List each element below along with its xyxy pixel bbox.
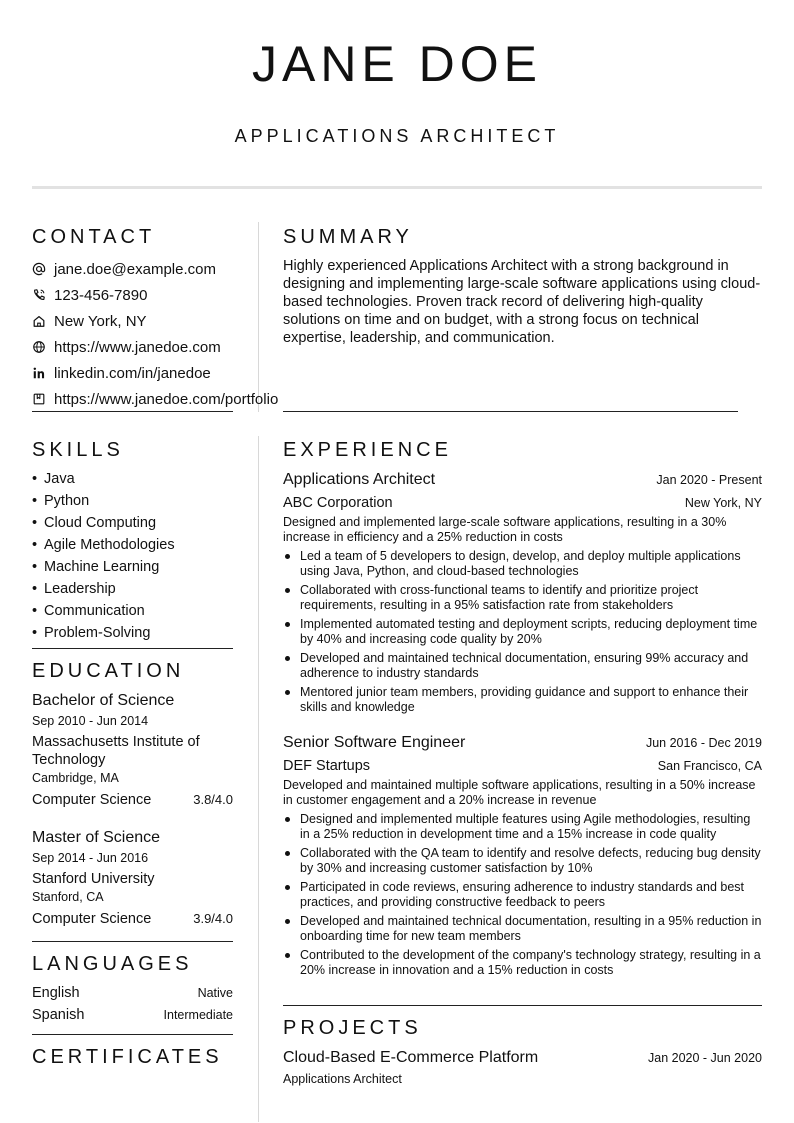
field-row [32,790,233,810]
field-row [32,909,233,929]
list-item [283,948,762,978]
bullet-text: Collaborated with the QA team to identify and resolve defects, reducing bug density by 30% and increasing customer satisfaction by 10% [300,846,761,875]
bullet-icon: • [32,625,38,641]
bullet-text: Implemented automated testing and deployment scripts, reducing deployment time by 40% and increasing code quality by 20% [300,617,758,646]
contact-linkedin[interactable] [32,360,278,386]
job-description: Designed and implemented large-scale software applications, resulting in a 30% increase in efficiency and a 25% reduction in costs [283,515,727,544]
education-dates: Sep 2010 - Jun 2014 [32,714,149,728]
project-header [283,1047,762,1069]
language-name: Spanish [32,1007,85,1023]
project-name: Cloud-Based E-Commerce Platform [283,1049,539,1066]
school-name: Stanford University [32,871,155,887]
contact-portfolio-text: https://www.janedoe.com/portfolio [54,390,279,408]
contact-email[interactable] [32,256,278,282]
bullet-icon: • [32,581,38,597]
project-dates: Jan 2020 - Jun 2020 [648,1051,762,1065]
list-item [32,556,175,578]
bullet-icon [285,554,290,559]
education-dates: Sep 2014 - Jun 2016 [32,851,149,865]
contact-rule [32,411,233,412]
bullet-icon: • [32,471,38,487]
degree: Bachelor of Science [32,692,175,709]
job-company-row [283,493,762,513]
portfolio-icon [32,392,46,406]
summary-text: Highly experienced Applications Architect with a strong background in designing and implementing large-scale software applications using cloud-based technologies. Proven track record of delivering high-quality solutions on time and on budget, with a strong focus on technical expertise, leadership, and communication. [283,258,761,346]
contact-phone[interactable] [32,282,278,308]
bullet-icon [285,851,290,856]
degree: Master of Science [32,829,161,846]
job-entry [283,732,762,982]
summary-rule [283,411,738,412]
home-icon [32,314,46,328]
bullet-text: Developed and maintained technical documentation, ensuring 99% accuracy and adherence to industry standards [300,651,749,680]
list-item [32,468,175,490]
education-entry [32,827,233,929]
summary-heading: SUMMARY [283,226,413,248]
bullet-icon [285,919,290,924]
bullet-icon: • [32,603,38,619]
globe-icon [32,340,46,354]
list-item [32,982,233,1004]
list-item [283,651,762,681]
job-title: Applications Architect [283,471,436,488]
skill-label: Leadership [44,581,116,597]
company-location: San Francisco, CA [657,759,762,773]
language-name: English [32,985,80,1001]
languages-heading: LANGUAGES [32,953,193,975]
list-item [283,549,762,579]
job-bullets [283,812,762,978]
skills-heading: SKILLS [32,439,124,461]
resume-name: JANE DOE [251,36,543,92]
contact-email-text: jane.doe@example.com [54,260,216,278]
job-bullets [283,549,762,715]
language-level: Native [197,986,233,1000]
languages-rule [32,1034,233,1035]
company-name: DEF Startups [283,758,371,774]
bullet-text: Participated in code reviews, ensuring adherence to industry standards and best practices, and providing constructive feedback to peers [300,880,745,909]
list-item [32,622,175,644]
contact-list [32,256,278,412]
list-item [283,914,762,944]
skill-label: Cloud Computing [44,515,157,531]
list-item [283,583,762,613]
job-entry [283,469,762,719]
bullet-icon [285,622,290,627]
company-location: New York, NY [684,496,762,510]
phone-icon [32,288,46,302]
education-heading: EDUCATION [32,660,185,682]
bullet-icon [285,953,290,958]
language-level: Intermediate [163,1008,233,1022]
list-item [32,490,175,512]
company-name: ABC Corporation [283,495,393,511]
list-item [32,512,175,534]
skill-label: Communication [44,603,145,619]
job-header [283,732,762,754]
bullet-icon [285,817,290,822]
bullet-icon: • [32,493,38,509]
bullet-text: Designed and implemented multiple features using Agile methodologies, resulting in a 25% reduction in development time and a 15% increase in code quality [300,812,751,841]
education-rule [32,941,233,942]
school-name: Massachusetts Institute of Technology [32,734,200,768]
bullet-text: Led a team of 5 developers to design, develop, and deploy multiple applications using Java, Python, and cloud-based technologies [300,549,741,578]
bullet-text: Collaborated with cross-functional teams to identify and prioritize project requirements, resulting in a 95% satisfaction rate from stakeholders [300,583,699,612]
contact-heading: CONTACT [32,226,156,248]
contact-phone-text: 123-456-7890 [54,286,148,304]
job-title: Senior Software Engineer [283,734,466,751]
bullet-icon [285,885,290,890]
job-header [283,469,762,491]
job-title-header: APPLICATIONS ARCHITECT [234,126,560,146]
bullet-text: Contributed to the development of the company's technology strategy, resulting in a 20% increase in innovation and a 15% reduction in costs [300,948,761,977]
list-item [32,1004,233,1026]
column-divider-bottom [258,436,259,1122]
certificates-heading: CERTIFICATES [32,1046,223,1068]
skill-label: Java [44,471,75,487]
project-role: Applications Architect [283,1072,402,1086]
field-of-study: Computer Science [32,792,152,808]
bullet-icon [285,588,290,593]
list-item [32,534,175,556]
list-item [283,880,762,910]
contact-location-text: New York, NY [54,312,147,330]
project-entry [283,1047,762,1088]
experience-rule [283,1005,762,1006]
job-dates: Jun 2016 - Dec 2019 [645,736,762,750]
contact-portfolio[interactable] [32,386,278,412]
list-item [283,685,762,715]
field-of-study: Computer Science [32,911,152,927]
contact-website-text: https://www.janedoe.com [54,338,221,356]
education-entry [32,690,233,810]
bullet-icon [285,690,290,695]
projects-heading: PROJECTS [283,1017,422,1039]
job-company-row [283,756,762,776]
school-location: Cambridge, MA [32,771,119,785]
experience-heading: EXPERIENCE [283,439,452,461]
languages-list [32,982,233,1026]
job-dates: Jan 2020 - Present [656,473,762,487]
at-icon [32,262,46,276]
contact-website[interactable] [32,334,278,360]
skills-rule [32,648,233,649]
contact-location [32,308,278,334]
job-description: Developed and maintained multiple software applications, resulting in a 50% increase in customer engagement and a 20% increase in revenue [283,778,756,807]
list-item [283,812,762,842]
bullet-icon: • [32,559,38,575]
bullet-icon [285,656,290,661]
school-location: Stanford, CA [32,890,104,904]
bullet-text: Mentored junior team members, providing guidance and support to enhance their skills and knowledge [300,685,749,714]
linkedin-icon [32,366,46,380]
list-item [283,617,762,647]
list-item [283,846,762,876]
header-divider [32,186,762,189]
bullet-icon: • [32,537,38,553]
list-item [32,578,175,600]
list-item [32,600,175,622]
gpa: 3.9/4.0 [193,911,233,926]
bullet-icon: • [32,515,38,531]
bullet-text: Developed and maintained technical documentation, resulting in a 95% reduction in onboarding time for new team members [300,914,762,943]
skill-label: Agile Methodologies [44,537,175,553]
skill-label: Problem-Solving [44,625,151,641]
skills-list [32,468,175,644]
contact-linkedin-text: linkedin.com/in/janedoe [54,364,211,382]
skill-label: Python [44,493,90,509]
skill-label: Machine Learning [44,559,160,575]
gpa: 3.8/4.0 [193,792,233,807]
